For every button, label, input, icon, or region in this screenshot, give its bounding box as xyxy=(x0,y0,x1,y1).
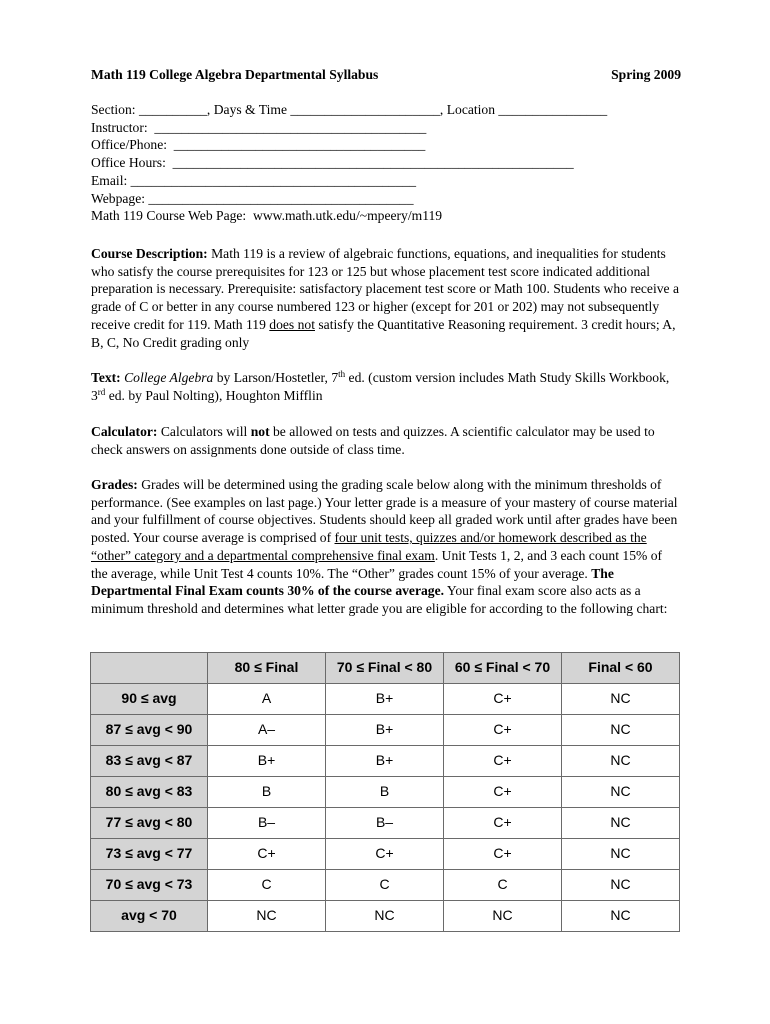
grade-cell: C xyxy=(208,870,326,901)
row-header: 87 ≤ avg < 90 xyxy=(91,715,208,746)
textbook-text-3: ed. by Paul Nolting), Houghton Mifflin xyxy=(105,387,323,403)
row-header: 70 ≤ avg < 73 xyxy=(91,870,208,901)
grades-section xyxy=(91,476,681,618)
webpage-field: Webpage: _______________________________________ xyxy=(91,190,414,206)
grade-cell: B– xyxy=(208,808,326,839)
grade-cell: C+ xyxy=(444,746,562,777)
grade-cell: B xyxy=(326,777,444,808)
grade-cell: NC xyxy=(444,901,562,932)
course-description-label: Course Description: xyxy=(91,246,208,261)
row-header: avg < 70 xyxy=(91,901,208,932)
grades-label: Grades: xyxy=(91,477,138,492)
grade-cell: C xyxy=(444,870,562,901)
course-description-emphasis: does not xyxy=(269,316,315,332)
table-row xyxy=(91,746,680,777)
grade-cell: C+ xyxy=(444,839,562,870)
column-header: 70 ≤ Final < 80 xyxy=(326,653,444,684)
textbook-section xyxy=(91,369,681,404)
grade-cell: NC xyxy=(562,839,680,870)
email-field: Email: __________________________________________ xyxy=(91,172,417,188)
grade-cell: B+ xyxy=(326,746,444,777)
grade-cell: NC xyxy=(562,901,680,932)
document-title: Math 119 College Algebra Departmental Syllabus xyxy=(91,67,379,82)
grade-cell: B+ xyxy=(326,715,444,746)
row-header: 90 ≤ avg xyxy=(91,684,208,715)
table-header-row xyxy=(91,653,680,684)
grades-text-2: . Unit Tests 1, 2, and 3 each count 15% of the average, while Unit Test 4 counts 10%. The “Other” grades count 15% of your average. xyxy=(91,547,663,581)
grades-text-1: Grades will be determined using the grading scale below along with the minimum thresholds of performance. (See examples on last page.) Your letter grade is a measure of your mastery of course material and your fulfillment of course objectives. Students should keep all graded work until after grades have been posted. Your course average is comprised of xyxy=(91,477,678,546)
grade-cell: B xyxy=(208,777,326,808)
grade-cell: B+ xyxy=(326,684,444,715)
course-description xyxy=(91,245,681,351)
table-row xyxy=(91,839,680,870)
column-header: 80 ≤ Final xyxy=(208,653,326,684)
course-description-text: Math 119 is a review of algebraic functions, equations, and inequalities for students who satisfy the course prerequisites for 123 or 125 but whose placement test score indicated additional preparation is necessary. Prerequisite: satisfactory placement test score or Math 100. Students who receive a grade of C or better in any course numbered 123 or higher (except for 201 or 202) may not subsequently receive credit for 119. Math 119 xyxy=(91,246,679,332)
workbook-superscript: rd xyxy=(97,386,106,397)
calculator-text-2: be allowed on tests and quizzes. A scientific calculator may be used to check answers on assignments done outside of class time. xyxy=(91,424,655,457)
textbook-label: Text: xyxy=(91,370,121,385)
table-row xyxy=(91,715,680,746)
row-header: 73 ≤ avg < 77 xyxy=(91,839,208,870)
calculator-label: Calculator: xyxy=(91,424,158,439)
grade-cell: B+ xyxy=(208,746,326,777)
table-row xyxy=(91,684,680,715)
row-header: 77 ≤ avg < 80 xyxy=(91,808,208,839)
column-header: 60 ≤ Final < 70 xyxy=(444,653,562,684)
course-web-page: Math 119 Course Web Page: www.math.utk.edu/~mpeery/m119 xyxy=(91,208,443,224)
grade-cell: A– xyxy=(208,715,326,746)
course-description-text-end: satisfy the Quantitative Reasoning requirement. 3 credit hours; A, B, C, No Credit grading only xyxy=(91,316,676,350)
table-row xyxy=(91,808,680,839)
grade-cell: A xyxy=(208,684,326,715)
grade-cell: B– xyxy=(326,808,444,839)
edition-superscript: th xyxy=(338,369,346,379)
grade-cell: NC xyxy=(562,777,680,808)
grade-scale-table xyxy=(90,652,680,932)
grades-emphasis: The Departmental Final Exam counts 30% of the course average. xyxy=(91,565,614,599)
grade-cell: C+ xyxy=(444,715,562,746)
instructor-field: Instructor: ________________________________________ xyxy=(91,119,427,135)
grade-cell: C+ xyxy=(326,839,444,870)
table-corner-cell xyxy=(91,653,208,684)
calculator-section xyxy=(91,423,681,458)
calculator-emphasis: not xyxy=(250,424,270,439)
grades-underlined: four unit tests, quizzes and/or homework described as the “other” category and a departmental comprehensive final exam xyxy=(91,530,647,563)
grade-cell: NC xyxy=(562,870,680,901)
grade-cell: NC xyxy=(562,715,680,746)
grade-cell: C xyxy=(326,870,444,901)
grades-text-3: Your final exam score also acts as a minimum threshold and determines what letter grade you are eligible for according to the following chart: xyxy=(91,583,668,616)
grade-cell: NC xyxy=(562,684,680,715)
column-header: Final < 60 xyxy=(562,653,680,684)
office-phone-field: Office/Phone: _____________________________________ xyxy=(91,137,426,153)
grade-cell: C+ xyxy=(444,808,562,839)
grade-cell: NC xyxy=(326,901,444,932)
document-header xyxy=(91,66,681,84)
grade-cell: NC xyxy=(562,808,680,839)
grade-cell: C+ xyxy=(208,839,326,870)
table-row xyxy=(91,870,680,901)
office-hours-field: Office Hours: ___________________________________________________________ xyxy=(91,155,574,171)
textbook-text-2: ed. (custom version includes Math Study Skills Workbook, 3 xyxy=(91,370,670,403)
grade-cell: NC xyxy=(562,746,680,777)
grade-cell: NC xyxy=(208,901,326,932)
row-header: 80 ≤ avg < 83 xyxy=(91,777,208,808)
textbook-title: College Algebra xyxy=(124,370,214,385)
textbook-text-1: by Larson/Hostetler, 7 xyxy=(213,370,339,385)
table-row xyxy=(91,777,680,808)
contact-fields xyxy=(91,101,681,225)
grade-cell: C+ xyxy=(444,684,562,715)
calculator-text-1: Calculators will xyxy=(157,424,251,439)
row-header: 83 ≤ avg < 87 xyxy=(91,746,208,777)
table-row xyxy=(91,901,680,932)
section-field: Section: __________, Days & Time ______________________, Location ________________ xyxy=(91,102,608,117)
grade-cell: C+ xyxy=(444,777,562,808)
term-label: Spring 2009 xyxy=(611,67,681,82)
